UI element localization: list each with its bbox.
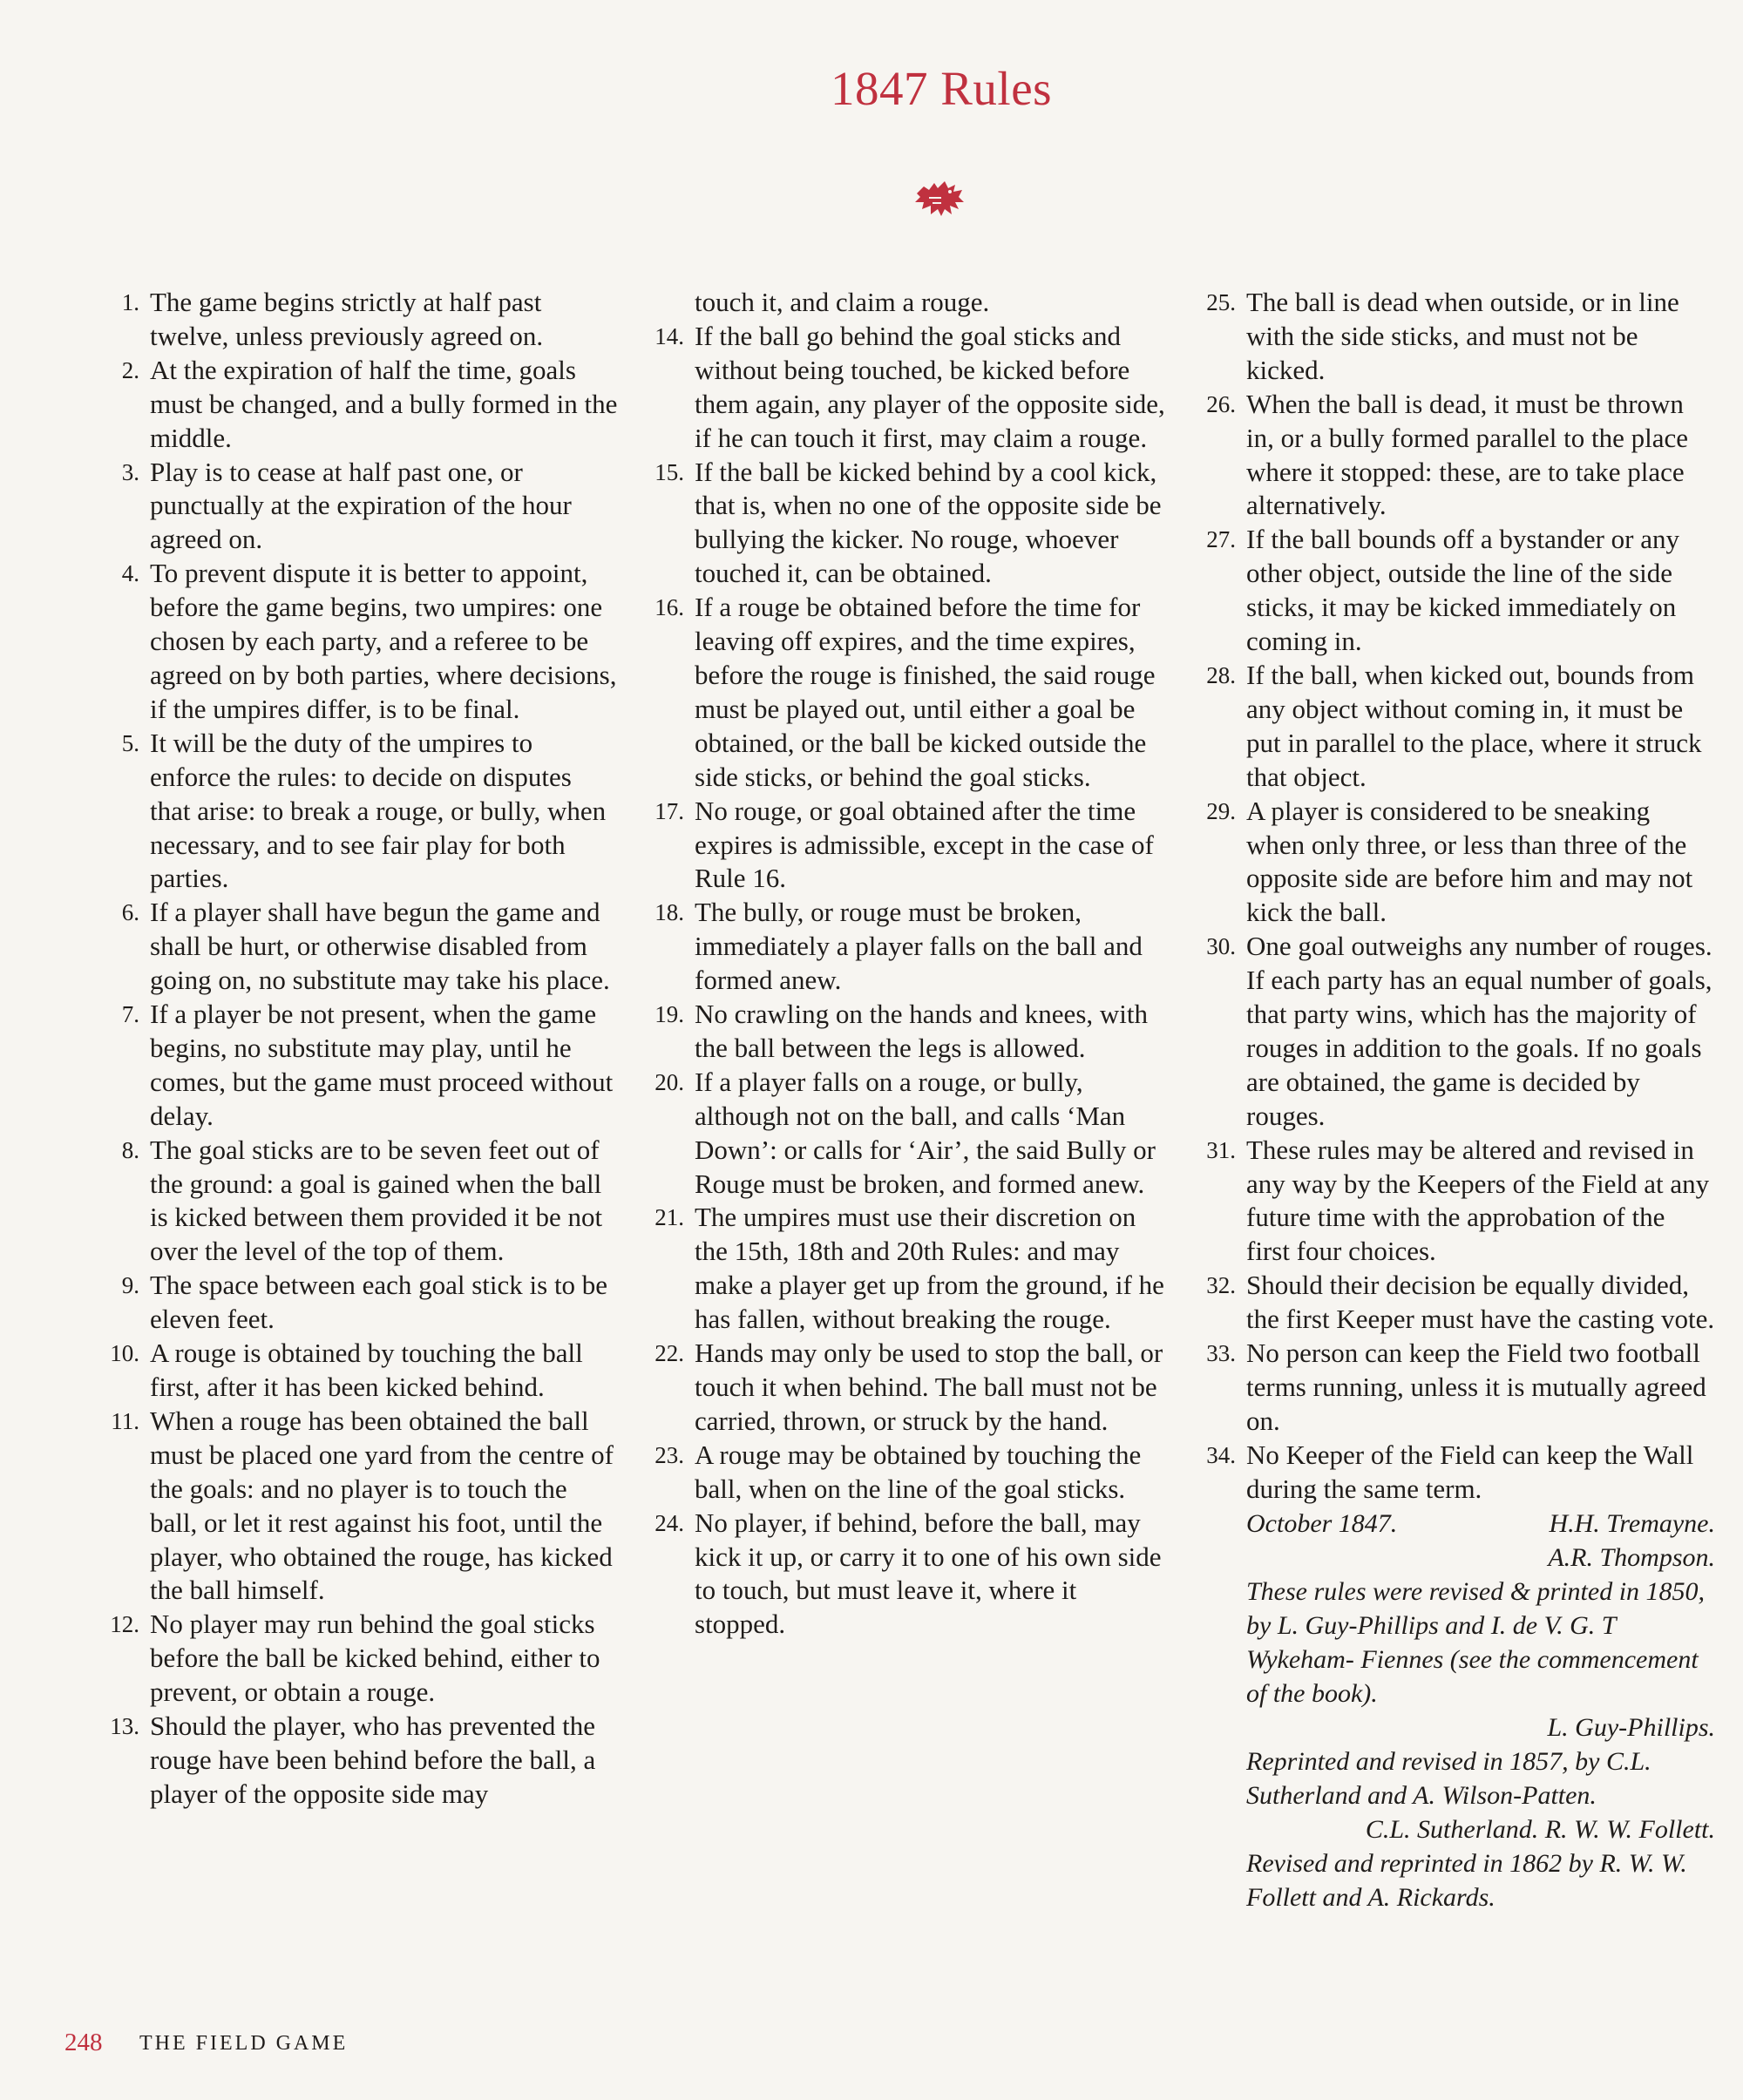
rule-item xyxy=(1192,286,1715,388)
rule-text: If a player be not present, when the game begins, no substitute may play, until he comes, but the game must proceed without delay. xyxy=(150,999,614,1131)
rule-number: 16. xyxy=(654,594,684,621)
rule-item xyxy=(96,1134,619,1270)
dragon-emblem-icon xyxy=(912,176,966,220)
rule-number: 3. xyxy=(121,458,139,485)
rule-text: No player may run behind the goal sticks before the ball be kicked behind, either to prevent, or obtain a rouge. xyxy=(150,1609,600,1708)
rule-text: A player is considered to be sneaking when only three, or less than three of the opposite side are before him and may not kick the ball. xyxy=(1246,795,1693,928)
rule-item xyxy=(641,320,1168,456)
rule-item xyxy=(1192,795,1715,931)
signature-block xyxy=(1192,1507,1715,1914)
rule-text: If the ball bounds off a bystander or any other object, outside the line of the side sticks, it may be kicked immediately on coming in. xyxy=(1246,524,1680,657)
rule-number: 30. xyxy=(1206,933,1236,960)
signer-name: H.H. Tremayne. xyxy=(1549,1508,1715,1538)
rule-text: A rouge may be obtained by touching the ball, when on the line of the goal sticks. xyxy=(695,1439,1142,1504)
rule-text: If the ball, when kicked out, bounds from any object without coming in, it must be put in parallel to the place, where it struck that object. xyxy=(1246,659,1702,792)
rule-item xyxy=(1192,523,1715,659)
rule-item xyxy=(96,286,619,354)
rule-number: 31. xyxy=(1206,1136,1236,1163)
rule-text: The goal sticks are to be seven feet out of the ground: a goal is gained when the ball is kicked between them provided it be not over the level of the top of them. xyxy=(150,1134,603,1267)
signer-name: C.L. Sutherland. R. W. W. Follett. xyxy=(1365,1814,1715,1844)
rule-text: No crawling on the hands and knees, with the ball between the legs is allowed. xyxy=(695,999,1148,1063)
rule-item xyxy=(1192,1439,1715,1507)
rule-item xyxy=(641,998,1168,1066)
signature-date: October 1847. xyxy=(1246,1508,1398,1538)
rule-number: 24. xyxy=(654,1509,684,1536)
rule-text: If a player falls on a rouge, or bully, although not on the ball, and calls ‘Man Down’: or calls for ‘Air’, the said Bully or Rouge must be broken, and formed anew. xyxy=(695,1066,1156,1199)
rule-text: No Keeper of the Field can keep the Wall during the same term. xyxy=(1246,1439,1694,1504)
rules-column-1 xyxy=(96,286,619,1812)
rule-text: It will be the duty of the umpires to enforce the rules: to decide on disputes that arise: to break a rouge, or bully, when necessary, and to see fair play for both parties. xyxy=(150,727,607,894)
rule-text: If the ball go behind the goal sticks and without being touched, be kicked before them again, any player of the opposite side, if he can touch it first, may claim a rouge. xyxy=(695,320,1165,453)
rule-text: When a rouge has been obtained the ball must be placed one yard from the centre of the goals: and no player is to touch the ball, or let it rest against his foot, until the player, who obtained the rouge, has kicked the ball himself. xyxy=(150,1405,614,1606)
rule-item xyxy=(96,727,619,897)
rule-number: 17. xyxy=(654,797,684,824)
rule-text: If a player shall have begun the game and shall be hurt, or otherwise disabled from going on, no substitute may take his place. xyxy=(150,897,610,996)
rule-number: 12. xyxy=(110,1611,139,1638)
rule-text: The game begins strictly at half past twelve, unless previously agreed on. xyxy=(150,287,544,351)
rule-number: 28. xyxy=(1206,661,1236,688)
rule-number: 4. xyxy=(121,560,139,587)
rule-text: Should their decision be equally divided, the first Keeper must have the casting vote. xyxy=(1246,1270,1715,1335)
rule-item xyxy=(1192,1337,1715,1439)
page-title: 1847 Rules xyxy=(830,62,1053,115)
rule-item xyxy=(1192,388,1715,524)
page-number: 248 xyxy=(64,2029,103,2056)
signer-name: L. Guy-Phillips. xyxy=(1547,1712,1715,1742)
rule-number: 21. xyxy=(654,1204,684,1231)
rule-text: Play is to cease at half past one, or punctually at the expiration of the hour agreed on. xyxy=(150,456,572,555)
rule-item xyxy=(96,1608,619,1710)
rule-item xyxy=(641,1337,1168,1439)
rule-item xyxy=(1192,659,1715,795)
rule-text: No player, if behind, before the ball, may kick it up, or carry it to one of his own side to touch, but must leave it, where it stopped. xyxy=(695,1507,1162,1640)
rule-text: Hands may only be used to stop the ball, or touch it when behind. The ball must not be carried, thrown, or struck by the hand. xyxy=(695,1338,1163,1436)
rule-item xyxy=(96,1337,619,1405)
rule-text: These rules may be altered and revised in any way by the Keepers of the Field at any future time with the approbation of the first four choices. xyxy=(1246,1134,1710,1267)
rule-number: 2. xyxy=(121,356,139,383)
revision-note: Revised and reprinted in 1862 by R. W. W. Follett and A. Rickards. xyxy=(1246,1848,1687,1912)
rule-number: 29. xyxy=(1206,797,1236,824)
rule-text: One goal outweighs any number of rouges. If each party has an equal number of goals, that party wins, which has the majority of rouges in addition to the goals. If no goals are obtained, the game is decided by rouges. xyxy=(1246,931,1712,1131)
rule-text: The umpires must use their discretion on the 15th, 18th and 20th Rules: and may make a player get up from the ground, if he has fallen, without breaking the rouge. xyxy=(695,1202,1164,1335)
rule-item xyxy=(96,896,619,998)
rule-item xyxy=(1192,930,1715,1133)
rule-item xyxy=(641,1201,1168,1337)
rule-item xyxy=(641,591,1168,794)
revision-note: Reprinted and revised in 1857, by C.L. Sutherland and A. Wilson-Patten. xyxy=(1246,1746,1651,1810)
rule-text: When the ball is dead, it must be thrown in, or a bully formed parallel to the place where it stopped: these, are to take place alternatively. xyxy=(1246,388,1689,521)
rule-number: 18. xyxy=(654,899,684,926)
rule-number: 34. xyxy=(1206,1441,1236,1468)
rule-number: 33. xyxy=(1206,1340,1236,1367)
rule-number: 32. xyxy=(1206,1272,1236,1299)
rule-number: 19. xyxy=(654,1001,684,1028)
rule-number: 7. xyxy=(121,1001,139,1028)
rule-text: No rouge, or goal obtained after the time expires is admissible, except in the case of Rule 16. xyxy=(695,795,1154,894)
rule-item xyxy=(96,1269,619,1337)
rule-item xyxy=(1192,1134,1715,1270)
rule-item xyxy=(96,1710,619,1812)
rule-text: No person can keep the Field two football terms running, unless it is mutually agreed on. xyxy=(1246,1338,1706,1436)
rule-item xyxy=(641,795,1168,897)
revision-note: These rules were revised & printed in 1850, by L. Guy-Phillips and I. de V. G. T Wykeham- Fiennes (see the commencement of the book). xyxy=(1246,1576,1706,1708)
signer-name: A.R. Thompson. xyxy=(1548,1542,1715,1572)
rules-column-2 xyxy=(641,286,1168,1642)
rule-continuation: touch it, and claim a rouge. xyxy=(695,287,990,317)
rule-item xyxy=(641,456,1168,592)
rule-text: A rouge is obtained by touching the ball first, after it has been kicked behind. xyxy=(150,1338,583,1402)
rule-number: 1. xyxy=(121,289,139,315)
rule-text: At the expiration of half the time, goals must be changed, and a bully formed in the middle. xyxy=(150,354,618,453)
rule-number: 22. xyxy=(654,1340,684,1367)
rule-item xyxy=(96,456,619,558)
rule-number: 20. xyxy=(654,1068,684,1095)
rule-item xyxy=(96,354,619,456)
rule-item xyxy=(1192,1269,1715,1337)
rules-column-3 xyxy=(1192,286,1715,1914)
rule-number: 5. xyxy=(121,729,139,756)
rule-text: If the ball be kicked behind by a cool kick, that is, when no one of the opposite side be bullying the kicker. No rouge, whoever touched it, can be obtained. xyxy=(695,456,1162,589)
rule-number: 25. xyxy=(1206,289,1236,315)
rule-item xyxy=(96,557,619,727)
rule-item xyxy=(641,1066,1168,1202)
rule-number: 6. xyxy=(121,899,139,926)
rule-number: 9. xyxy=(121,1272,139,1299)
rule-item xyxy=(641,1439,1168,1507)
rule-number: 15. xyxy=(654,458,684,485)
rule-text: The space between each goal stick is to be eleven feet. xyxy=(150,1270,608,1335)
rule-number: 23. xyxy=(654,1441,684,1468)
rule-number: 8. xyxy=(121,1136,139,1163)
rule-text: If a rouge be obtained before the time for leaving off expires, and the time expires, before the rouge is finished, the said rouge must be played out, until either a goal be obtained, or the ball be kicked outside the side sticks, or behind the goal sticks. xyxy=(695,592,1156,792)
rule-number: 11. xyxy=(111,1407,139,1434)
rule-number: 13. xyxy=(110,1713,139,1740)
rule-item xyxy=(96,998,619,1134)
rule-number: 14. xyxy=(654,322,684,349)
rule-text: The bully, or rouge must be broken, immediately a player falls on the ball and formed anew. xyxy=(695,897,1143,996)
rule-text: Should the player, who has prevented the rouge have been behind before the ball, a player of the opposite side may xyxy=(150,1710,596,1809)
rule-item xyxy=(96,1405,619,1608)
rule-text: To prevent dispute it is better to appoint, before the game begins, two umpires: one chosen by each party, and a referee to be agreed on by both parties, where decisions, if the umpires differ, is to be final. xyxy=(150,558,617,724)
rule-item xyxy=(641,896,1168,998)
rule-item xyxy=(641,1507,1168,1643)
rule-text: The ball is dead when outside, or in line with the side sticks, and must not be kicked. xyxy=(1246,287,1679,385)
rule-number: 26. xyxy=(1206,390,1236,417)
rule-number: 27. xyxy=(1206,526,1236,553)
rule-number: 10. xyxy=(110,1340,139,1367)
running-head: THE FIELD GAME xyxy=(139,2032,349,2055)
